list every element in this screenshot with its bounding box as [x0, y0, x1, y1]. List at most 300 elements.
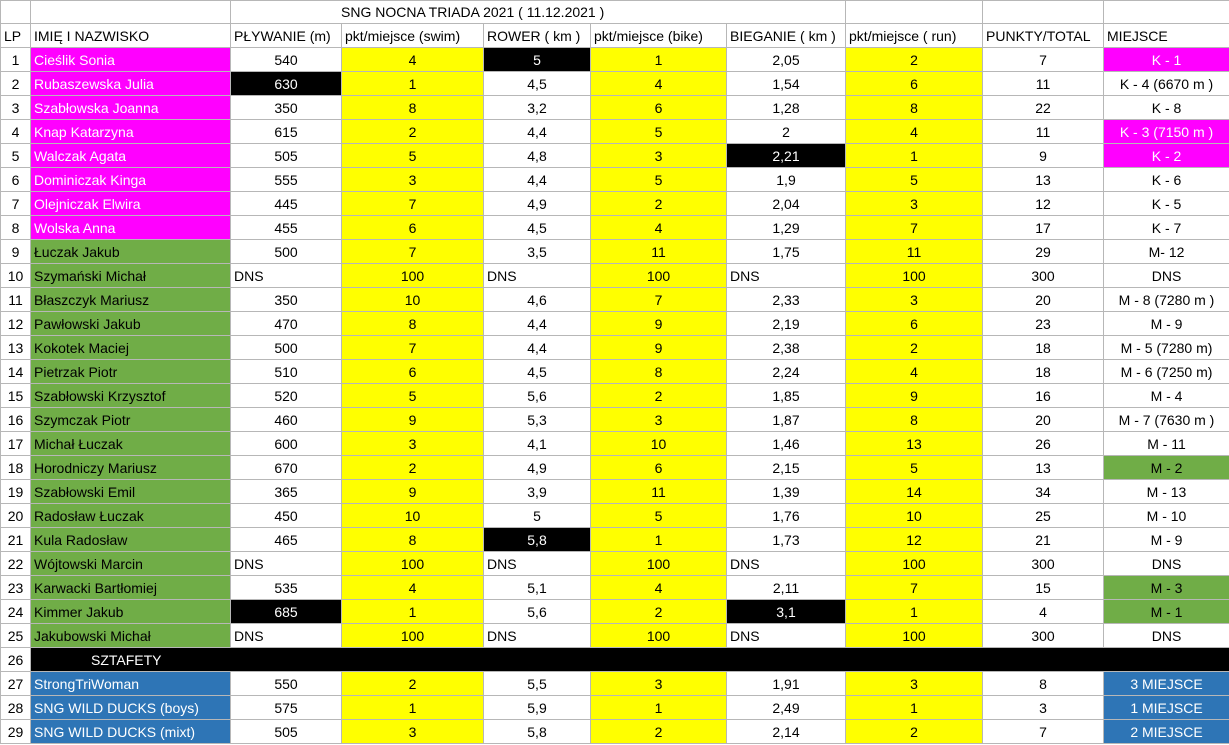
bike-cell: DNS — [484, 624, 591, 648]
bike-pts-cell: 5 — [591, 168, 727, 192]
run-pts-cell: 12 — [846, 528, 983, 552]
bike-cell: 5 — [484, 504, 591, 528]
name-cell: Wójtowski Marcin — [31, 552, 231, 576]
place-cell: K - 4 (6670 m ) — [1104, 72, 1229, 96]
swim-cell: 445 — [231, 192, 342, 216]
run-pts-cell: 2 — [846, 48, 983, 72]
run-cell: 3,1 — [727, 600, 846, 624]
table-row — [1, 144, 1229, 168]
bike-pts-cell: 5 — [591, 120, 727, 144]
table-row — [1, 192, 1229, 216]
swim-pts-cell: 10 — [342, 504, 484, 528]
bike-pts-cell: 10 — [591, 432, 727, 456]
place-cell: DNS — [1104, 624, 1229, 648]
lp-cell: 19 — [1, 480, 31, 504]
run-pts-cell: 10 — [846, 504, 983, 528]
run-pts-cell: 2 — [846, 720, 983, 744]
total-cell: 300 — [983, 624, 1104, 648]
relay-row — [1, 672, 1229, 696]
title-row — [1, 1, 1229, 24]
bike-pts-cell: 6 — [591, 456, 727, 480]
total-cell: 8 — [983, 672, 1104, 696]
total-cell: 20 — [983, 288, 1104, 312]
header-lp: LP — [1, 24, 31, 48]
swim-pts-cell: 100 — [342, 624, 484, 648]
place-cell: K - 5 — [1104, 192, 1229, 216]
run-cell: 1,29 — [727, 216, 846, 240]
name-cell: Karwacki Bartłomiej — [31, 576, 231, 600]
name-cell: Kokotek Maciej — [31, 336, 231, 360]
bike-pts-cell: 1 — [591, 528, 727, 552]
name-cell: Dominiczak Kinga — [31, 168, 231, 192]
swim-cell: 555 — [231, 168, 342, 192]
lp-cell: 7 — [1, 192, 31, 216]
total-cell: 26 — [983, 432, 1104, 456]
swim-cell: DNS — [231, 552, 342, 576]
total-cell: 300 — [983, 552, 1104, 576]
swim-cell: 350 — [231, 96, 342, 120]
place-cell: M - 2 — [1104, 456, 1229, 480]
total-cell: 13 — [983, 456, 1104, 480]
bike-pts-cell: 11 — [591, 240, 727, 264]
name-cell: Błaszczyk Mariusz — [31, 288, 231, 312]
place-cell: M - 6 (7250 m) — [1104, 360, 1229, 384]
lp-cell: 23 — [1, 576, 31, 600]
table-row — [1, 600, 1229, 624]
name-cell: SNG WILD DUCKS (boys) — [31, 696, 231, 720]
relay-separator-row — [1, 648, 1229, 672]
swim-pts-cell: 3 — [342, 168, 484, 192]
swim-cell: DNS — [231, 264, 342, 288]
bike-pts-cell: 2 — [591, 192, 727, 216]
bike-cell: 4,1 — [484, 432, 591, 456]
name-cell: Szabłowski Krzysztof — [31, 384, 231, 408]
table-row — [1, 456, 1229, 480]
bike-cell: 4,9 — [484, 192, 591, 216]
place-cell: K - 7 — [1104, 216, 1229, 240]
bike-cell: DNS — [484, 552, 591, 576]
table-row — [1, 264, 1229, 288]
place-cell: M - 13 — [1104, 480, 1229, 504]
place-cell: 1 MIEJSCE — [1104, 696, 1229, 720]
header-bike-pts: pkt/miejsce (bike) — [591, 24, 727, 48]
swim-pts-cell: 4 — [342, 576, 484, 600]
swim-cell: 500 — [231, 240, 342, 264]
name-cell: Radosław Łuczak — [31, 504, 231, 528]
name-cell: Szabłowski Emil — [31, 480, 231, 504]
run-pts-cell: 100 — [846, 264, 983, 288]
swim-pts-cell: 1 — [342, 72, 484, 96]
run-cell: 1,28 — [727, 96, 846, 120]
bike-pts-cell: 100 — [591, 264, 727, 288]
name-cell: Horodniczy Mariusz — [31, 456, 231, 480]
table-row — [1, 576, 1229, 600]
name-cell: StrongTriWoman — [31, 672, 231, 696]
swim-cell: 365 — [231, 480, 342, 504]
swim-pts-cell: 7 — [342, 336, 484, 360]
lp-cell: 29 — [1, 720, 31, 744]
place-cell: M - 11 — [1104, 432, 1229, 456]
lp-cell: 5 — [1, 144, 31, 168]
name-cell: Michał Łuczak — [31, 432, 231, 456]
swim-pts-cell: 3 — [342, 720, 484, 744]
bike-cell: 3,2 — [484, 96, 591, 120]
run-pts-cell: 6 — [846, 72, 983, 96]
table-row — [1, 288, 1229, 312]
lp-cell: 13 — [1, 336, 31, 360]
total-cell: 3 — [983, 696, 1104, 720]
header-run-pts: pkt/miejsce ( run) — [846, 24, 983, 48]
header-bike: ROWER ( km ) — [484, 24, 591, 48]
run-cell: 1,9 — [727, 168, 846, 192]
run-pts-cell: 1 — [846, 144, 983, 168]
total-cell: 18 — [983, 360, 1104, 384]
bike-cell: 4,9 — [484, 456, 591, 480]
bike-pts-cell: 100 — [591, 552, 727, 576]
table-row — [1, 168, 1229, 192]
place-cell: K - 1 — [1104, 48, 1229, 72]
swim-pts-cell: 7 — [342, 192, 484, 216]
table-row — [1, 48, 1229, 72]
header-run: BIEGANIE ( km ) — [727, 24, 846, 48]
total-cell: 15 — [983, 576, 1104, 600]
swim-cell: 500 — [231, 336, 342, 360]
lp-cell: 18 — [1, 456, 31, 480]
name-cell: Olejniczak Elwira — [31, 192, 231, 216]
place-cell: M - 9 — [1104, 528, 1229, 552]
bike-pts-cell: 1 — [591, 696, 727, 720]
swim-cell: 350 — [231, 288, 342, 312]
bike-cell: 5,6 — [484, 600, 591, 624]
name-cell: Pietrzak Piotr — [31, 360, 231, 384]
table-row — [1, 216, 1229, 240]
bike-cell: 5,1 — [484, 576, 591, 600]
name-cell: Łuczak Jakub — [31, 240, 231, 264]
total-cell: 20 — [983, 408, 1104, 432]
name-cell: Kula Radosław — [31, 528, 231, 552]
lp-cell: 21 — [1, 528, 31, 552]
name-cell: SNG WILD DUCKS (mixt) — [31, 720, 231, 744]
header-name: IMIĘ I NAZWISKO — [31, 24, 231, 48]
bike-pts-cell: 8 — [591, 360, 727, 384]
swim-pts-cell: 8 — [342, 96, 484, 120]
name-cell: Szymański Michał — [31, 264, 231, 288]
table-row — [1, 336, 1229, 360]
bike-cell: 5,5 — [484, 672, 591, 696]
run-pts-cell: 13 — [846, 432, 983, 456]
bike-cell: 5,3 — [484, 408, 591, 432]
total-cell: 29 — [983, 240, 1104, 264]
place-cell: M - 4 — [1104, 384, 1229, 408]
name-cell: Wolska Anna — [31, 216, 231, 240]
swim-cell: 670 — [231, 456, 342, 480]
lp-cell: 25 — [1, 624, 31, 648]
bike-cell: 4,5 — [484, 72, 591, 96]
swim-cell: 630 — [231, 72, 342, 96]
run-pts-cell: 4 — [846, 360, 983, 384]
total-cell: 13 — [983, 168, 1104, 192]
total-cell: 4 — [983, 600, 1104, 624]
total-cell: 7 — [983, 720, 1104, 744]
run-pts-cell: 9 — [846, 384, 983, 408]
bike-cell: 3,9 — [484, 480, 591, 504]
table-row — [1, 96, 1229, 120]
run-pts-cell: 8 — [846, 408, 983, 432]
bike-cell: 4,5 — [484, 216, 591, 240]
bike-pts-cell: 11 — [591, 480, 727, 504]
run-cell: 2,24 — [727, 360, 846, 384]
table-row — [1, 504, 1229, 528]
swim-cell: 510 — [231, 360, 342, 384]
bike-pts-cell: 3 — [591, 144, 727, 168]
bike-cell: 4,4 — [484, 168, 591, 192]
run-cell: 2,04 — [727, 192, 846, 216]
run-cell: DNS — [727, 624, 846, 648]
swim-pts-cell: 2 — [342, 120, 484, 144]
lp-cell: 20 — [1, 504, 31, 528]
table-row — [1, 624, 1229, 648]
total-cell: 21 — [983, 528, 1104, 552]
bike-cell: 4,4 — [484, 312, 591, 336]
total-cell: 16 — [983, 384, 1104, 408]
run-cell: 1,87 — [727, 408, 846, 432]
lp-cell: 14 — [1, 360, 31, 384]
run-pts-cell: 100 — [846, 552, 983, 576]
name-cell: Szymczak Piotr — [31, 408, 231, 432]
run-cell: 2,33 — [727, 288, 846, 312]
run-pts-cell: 3 — [846, 288, 983, 312]
place-cell: DNS — [1104, 264, 1229, 288]
place-cell: M- 12 — [1104, 240, 1229, 264]
swim-pts-cell: 5 — [342, 384, 484, 408]
place-cell: M - 1 — [1104, 600, 1229, 624]
total-cell: 23 — [983, 312, 1104, 336]
bike-pts-cell: 4 — [591, 72, 727, 96]
run-pts-cell: 100 — [846, 624, 983, 648]
swim-pts-cell: 9 — [342, 480, 484, 504]
swim-pts-cell: 100 — [342, 552, 484, 576]
table-row — [1, 408, 1229, 432]
swim-cell: 550 — [231, 672, 342, 696]
bike-cell: 5,6 — [484, 384, 591, 408]
run-cell: 1,85 — [727, 384, 846, 408]
place-cell: K - 2 — [1104, 144, 1229, 168]
bike-cell: 5,8 — [484, 720, 591, 744]
run-pts-cell: 4 — [846, 120, 983, 144]
place-cell: M - 3 — [1104, 576, 1229, 600]
place-cell: M - 8 (7280 m ) — [1104, 288, 1229, 312]
header-row — [1, 24, 1229, 48]
bike-cell: 3,5 — [484, 240, 591, 264]
bike-pts-cell: 2 — [591, 384, 727, 408]
place-cell: M - 5 (7280 m) — [1104, 336, 1229, 360]
swim-cell: 505 — [231, 144, 342, 168]
swim-cell: 465 — [231, 528, 342, 552]
name-cell: Rubaszewska Julia — [31, 72, 231, 96]
lp-cell: 15 — [1, 384, 31, 408]
name-cell: Pawłowski Jakub — [31, 312, 231, 336]
run-cell: 1,73 — [727, 528, 846, 552]
place-cell: M - 10 — [1104, 504, 1229, 528]
lp-cell: 8 — [1, 216, 31, 240]
run-cell: 2,15 — [727, 456, 846, 480]
name-cell: Kimmer Jakub — [31, 600, 231, 624]
swim-cell: DNS — [231, 624, 342, 648]
swim-cell: 615 — [231, 120, 342, 144]
relay-row — [1, 696, 1229, 720]
bike-pts-cell: 2 — [591, 600, 727, 624]
lp-cell: 17 — [1, 432, 31, 456]
relay-row — [1, 720, 1229, 744]
total-cell: 7 — [983, 48, 1104, 72]
swim-pts-cell: 1 — [342, 696, 484, 720]
lp-cell: 12 — [1, 312, 31, 336]
run-cell: DNS — [727, 264, 846, 288]
swim-cell: 685 — [231, 600, 342, 624]
swim-cell: 460 — [231, 408, 342, 432]
swim-pts-cell: 100 — [342, 264, 484, 288]
total-cell: 9 — [983, 144, 1104, 168]
bike-pts-cell: 9 — [591, 312, 727, 336]
bike-cell: 4,4 — [484, 336, 591, 360]
lp-cell: 24 — [1, 600, 31, 624]
place-cell: 2 MIEJSCE — [1104, 720, 1229, 744]
place-cell: DNS — [1104, 552, 1229, 576]
lp-cell: 26 — [1, 648, 31, 672]
bike-cell: 5,8 — [484, 528, 591, 552]
run-cell: 2 — [727, 120, 846, 144]
total-cell: 25 — [983, 504, 1104, 528]
swim-pts-cell: 10 — [342, 288, 484, 312]
swim-cell: 450 — [231, 504, 342, 528]
swim-cell: 520 — [231, 384, 342, 408]
lp-cell: 1 — [1, 48, 31, 72]
name-cell: Walczak Agata — [31, 144, 231, 168]
run-pts-cell: 7 — [846, 216, 983, 240]
place-cell: M - 9 — [1104, 312, 1229, 336]
bike-cell: 4,8 — [484, 144, 591, 168]
run-cell: 1,39 — [727, 480, 846, 504]
place-cell: K - 3 (7150 m ) — [1104, 120, 1229, 144]
swim-pts-cell: 2 — [342, 672, 484, 696]
run-cell: 1,46 — [727, 432, 846, 456]
lp-cell: 4 — [1, 120, 31, 144]
swim-pts-cell: 8 — [342, 312, 484, 336]
bike-pts-cell: 5 — [591, 504, 727, 528]
bike-pts-cell: 1 — [591, 48, 727, 72]
table-row — [1, 72, 1229, 96]
bike-pts-cell: 3 — [591, 672, 727, 696]
total-cell: 11 — [983, 72, 1104, 96]
run-pts-cell: 3 — [846, 672, 983, 696]
run-pts-cell: 1 — [846, 600, 983, 624]
swim-cell: 600 — [231, 432, 342, 456]
table-row — [1, 360, 1229, 384]
swim-pts-cell: 1 — [342, 600, 484, 624]
run-pts-cell: 14 — [846, 480, 983, 504]
relay-section-label: SZTAFETY — [31, 648, 1229, 672]
run-pts-cell: 5 — [846, 456, 983, 480]
run-cell: 1,91 — [727, 672, 846, 696]
run-cell: 2,14 — [727, 720, 846, 744]
lp-cell: 16 — [1, 408, 31, 432]
table-row — [1, 312, 1229, 336]
total-cell: 18 — [983, 336, 1104, 360]
header-swim-pts: pkt/miejsce (swim) — [342, 24, 484, 48]
swim-pts-cell: 5 — [342, 144, 484, 168]
sheet-title: SNG NOCNA TRIADA 2021 ( 11.12.2021 ) — [231, 1, 846, 24]
run-pts-cell: 1 — [846, 696, 983, 720]
run-cell: 1,76 — [727, 504, 846, 528]
run-pts-cell: 6 — [846, 312, 983, 336]
place-cell: K - 6 — [1104, 168, 1229, 192]
bike-pts-cell: 4 — [591, 216, 727, 240]
name-cell: Cieślik Sonia — [31, 48, 231, 72]
run-cell: 2,11 — [727, 576, 846, 600]
run-cell: 1,54 — [727, 72, 846, 96]
run-cell: 2,21 — [727, 144, 846, 168]
run-pts-cell: 11 — [846, 240, 983, 264]
table-row — [1, 384, 1229, 408]
total-cell: 34 — [983, 480, 1104, 504]
run-pts-cell: 8 — [846, 96, 983, 120]
bike-cell: 5 — [484, 48, 591, 72]
lp-cell: 2 — [1, 72, 31, 96]
swim-pts-cell: 4 — [342, 48, 484, 72]
bike-cell: 4,4 — [484, 120, 591, 144]
bike-pts-cell: 7 — [591, 288, 727, 312]
swim-pts-cell: 7 — [342, 240, 484, 264]
place-cell: K - 8 — [1104, 96, 1229, 120]
run-cell: 2,49 — [727, 696, 846, 720]
swim-cell: 505 — [231, 720, 342, 744]
lp-cell: 28 — [1, 696, 31, 720]
swim-pts-cell: 9 — [342, 408, 484, 432]
table-row — [1, 240, 1229, 264]
bike-pts-cell: 3 — [591, 408, 727, 432]
name-cell: Jakubowski Michał — [31, 624, 231, 648]
swim-pts-cell: 8 — [342, 528, 484, 552]
table-row — [1, 120, 1229, 144]
swim-pts-cell: 6 — [342, 216, 484, 240]
swim-pts-cell: 3 — [342, 432, 484, 456]
run-cell: DNS — [727, 552, 846, 576]
swim-cell: 540 — [231, 48, 342, 72]
swim-cell: 575 — [231, 696, 342, 720]
table-row — [1, 552, 1229, 576]
run-cell: 1,75 — [727, 240, 846, 264]
swim-pts-cell: 6 — [342, 360, 484, 384]
lp-cell: 3 — [1, 96, 31, 120]
run-cell: 2,05 — [727, 48, 846, 72]
swim-cell: 455 — [231, 216, 342, 240]
lp-cell: 9 — [1, 240, 31, 264]
table-row — [1, 432, 1229, 456]
lp-cell: 6 — [1, 168, 31, 192]
run-pts-cell: 7 — [846, 576, 983, 600]
run-cell: 2,38 — [727, 336, 846, 360]
total-cell: 17 — [983, 216, 1104, 240]
bike-cell: 4,5 — [484, 360, 591, 384]
name-cell: Knap Katarzyna — [31, 120, 231, 144]
header-place: MIEJSCE — [1104, 24, 1229, 48]
header-total: PUNKTY/TOTAL — [983, 24, 1104, 48]
total-cell: 300 — [983, 264, 1104, 288]
run-pts-cell: 5 — [846, 168, 983, 192]
total-cell: 12 — [983, 192, 1104, 216]
bike-cell: 4,6 — [484, 288, 591, 312]
lp-cell: 22 — [1, 552, 31, 576]
